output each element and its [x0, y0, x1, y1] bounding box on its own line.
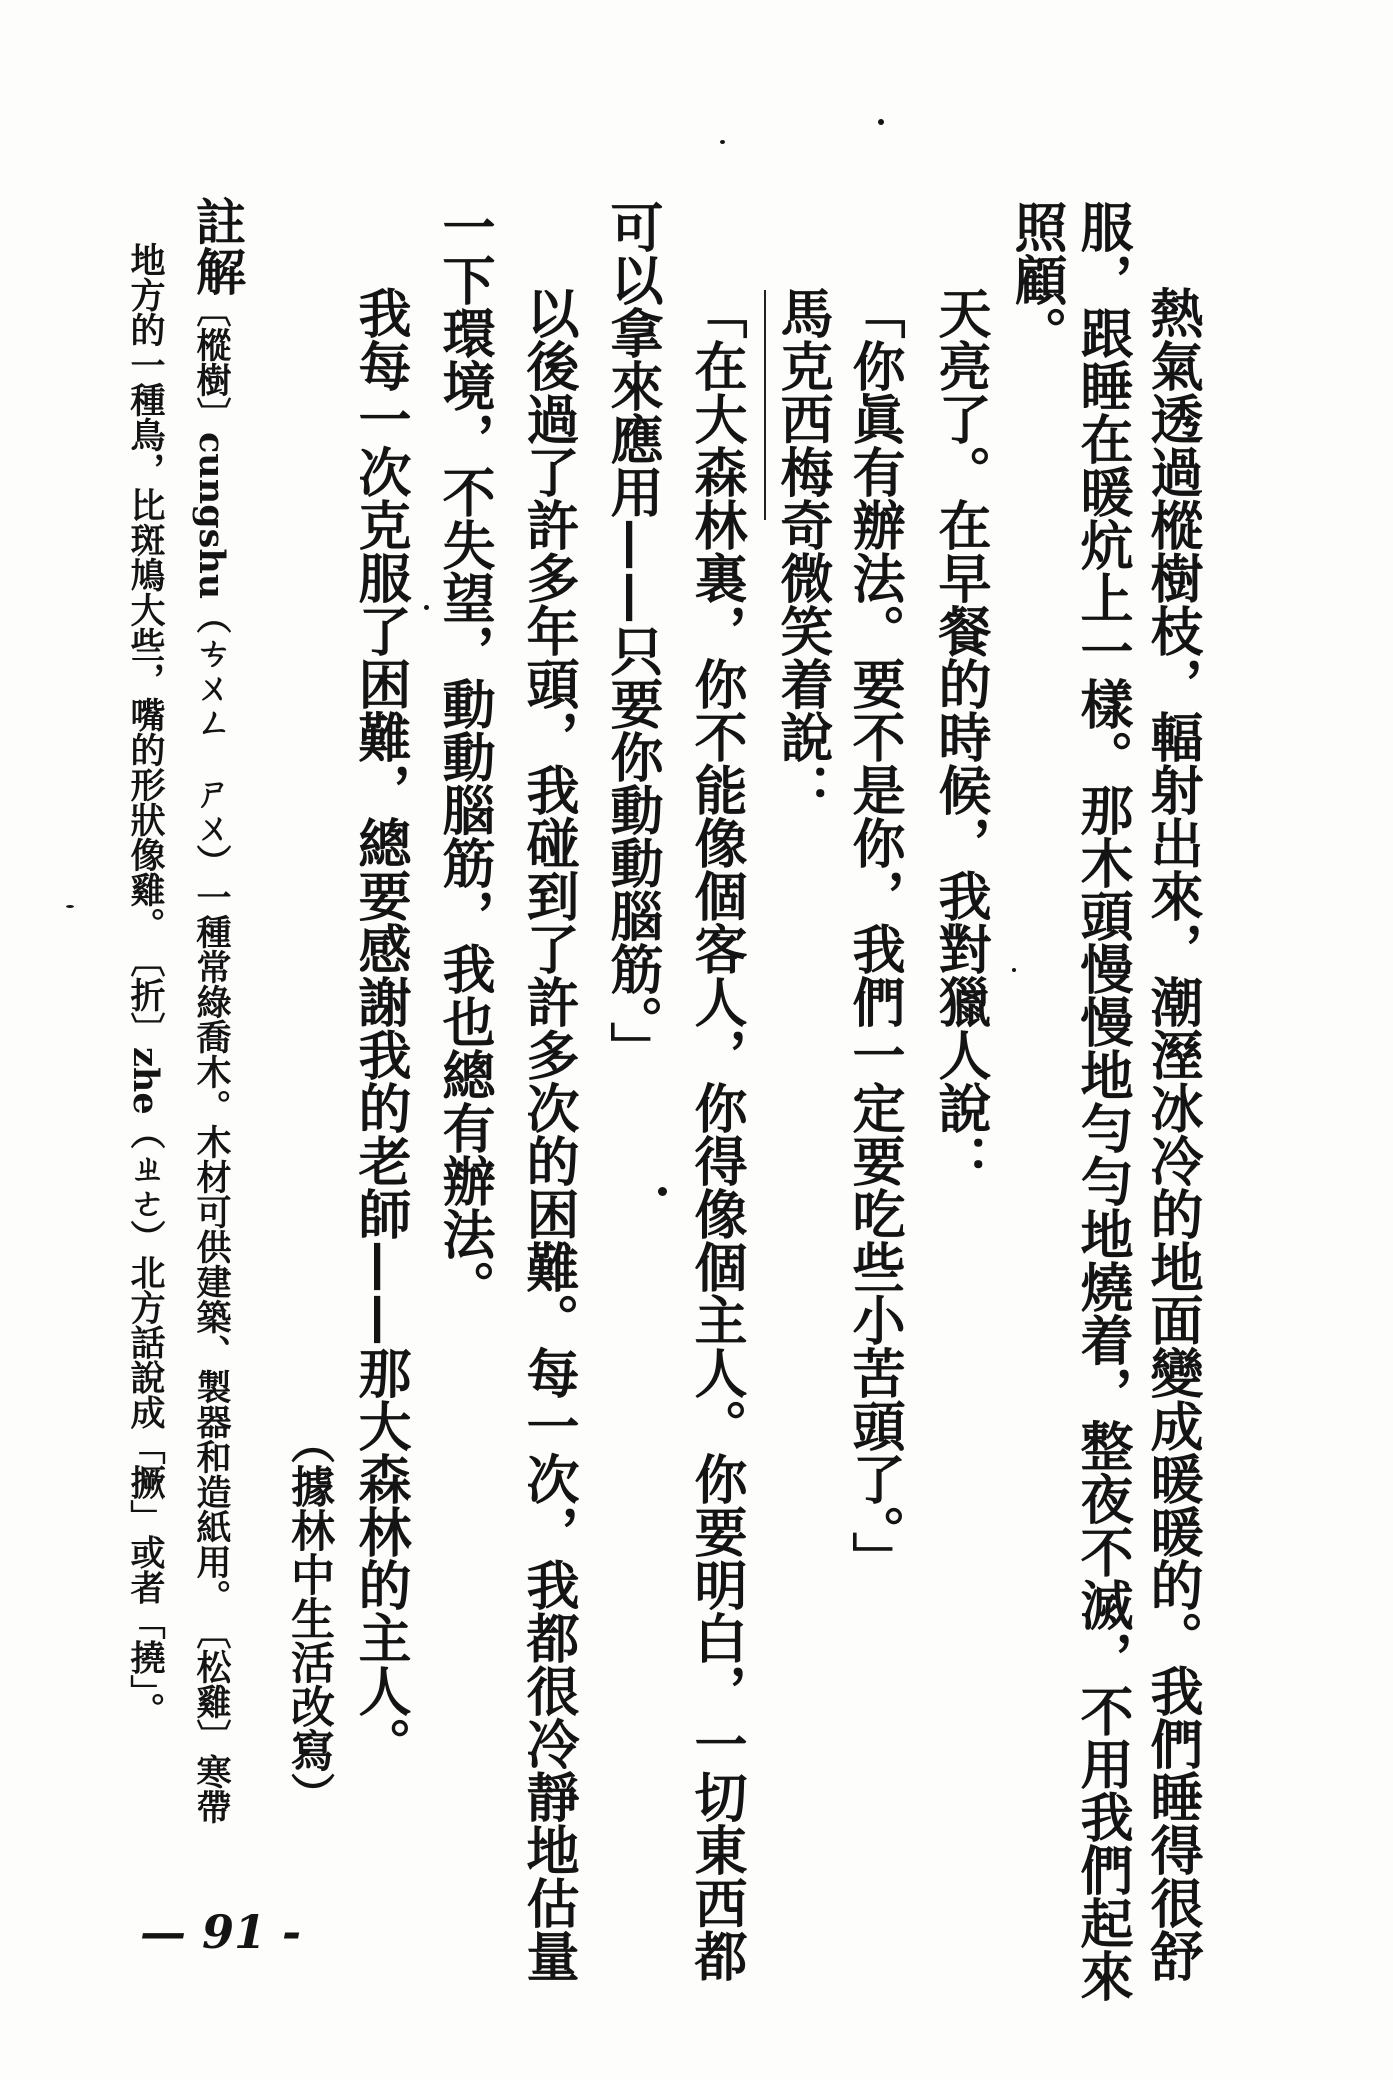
- ink-speck: [720, 140, 725, 144]
- text-column-6: 馬克西梅奇微笑着說：: [772, 286, 834, 816]
- ink-speck: [66, 905, 74, 908]
- source-attribution: （據林中生活改寫）: [283, 1420, 334, 1816]
- note-line-2: 地方的一種鳥，比斑鳩大些，嘴的形狀像雞。 〔折〕zhe（ㄓㄜ）北方話說成「撅」或者「撓」。: [125, 242, 166, 1728]
- text-column-11: 我每一次克服了困難，總要感謝我的老師——那大森林的主人。: [350, 286, 412, 1770]
- text-column-8: 可以拿來應用——只要你動動腦筋。」: [602, 200, 664, 1075]
- note-line-1: 〔樅樹〕cungshu（ㄘㄨㄥ ㄕㄨ）一種常綠喬木。木材可供建築、製器和造紙用。 〔松雞〕寒帶: [191, 292, 232, 1825]
- text-column-7: 「在大森林裏，你不能像個客人，你得像個主人。你要明白，一切東西都: [686, 286, 748, 1982]
- text-column-1: 熱氣透過樅樹枝，輻射出來，潮溼冰冷的地面變成暖暖的。我們睡得很舒: [1142, 286, 1204, 1982]
- notes-heading: 註解: [188, 196, 247, 296]
- name-underline: [764, 290, 766, 520]
- text-column-2: 服，跟睡在暖炕上一樣。那木頭慢慢地勻勻地燒着，整夜不滅，不用我們起來: [1072, 200, 1134, 2002]
- ink-speck: [1012, 968, 1016, 972]
- text-column-9: 以後過了許多年頭，我碰到了許多次的困難。每一次，我都很冷靜地估量: [518, 286, 580, 1982]
- ink-speck: [424, 605, 429, 610]
- text-column-3: 照顧。: [1006, 200, 1068, 359]
- page-number: — 91 -: [140, 1905, 302, 1959]
- text-column-4: 天亮了。在早餐的時候，我對獵人說：: [930, 286, 992, 1187]
- ink-speck: [878, 119, 884, 125]
- text-column-5: 「你眞有辦法。要不是你，我們一定要吃些小苦頭了。」: [844, 286, 906, 1585]
- text-column-10: 一下環境，不失望，動動腦筋，我也總有辦法。: [434, 200, 496, 1313]
- ink-speck: [658, 1187, 667, 1196]
